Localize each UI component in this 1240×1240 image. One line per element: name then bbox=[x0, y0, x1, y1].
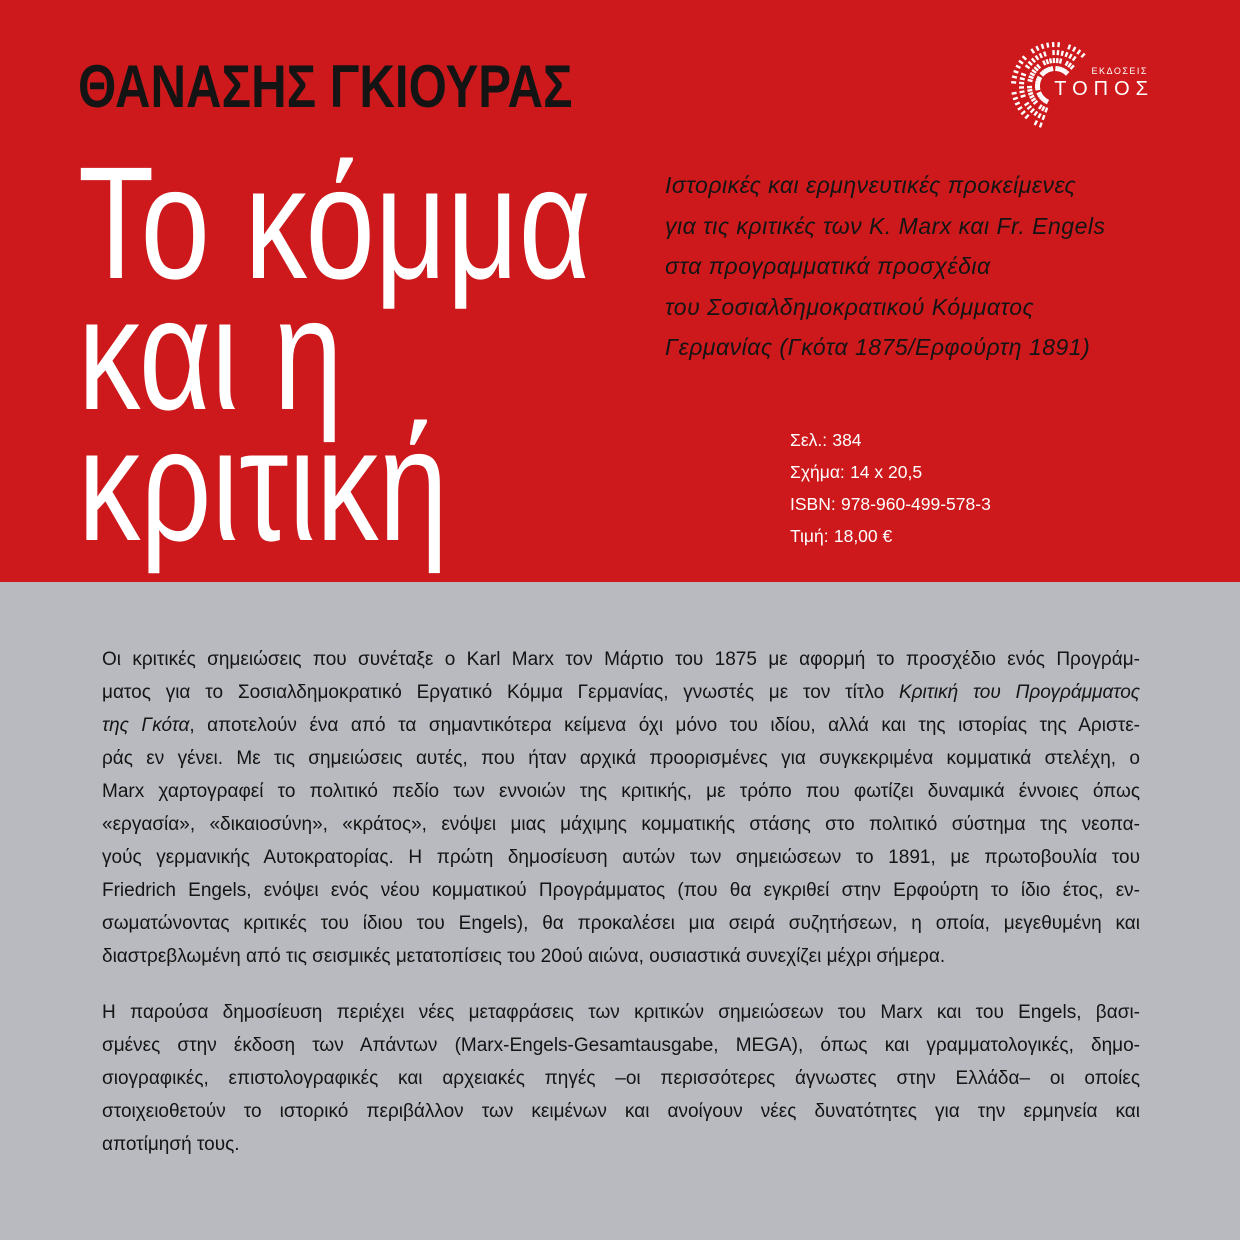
spec-value: 18,00 € bbox=[833, 526, 893, 546]
spec-value: 14 x 20,5 bbox=[850, 462, 923, 482]
description-line-text bbox=[102, 649, 1140, 670]
title-line: Το κόμμα bbox=[78, 133, 591, 312]
text-segment: ράς εν γένει. Με τις σημειώσεις αυτές, που ήταν αρχικά προορισμένες για συγκεκριμένα κομματικά στελέχη, ο bbox=[102, 748, 1140, 769]
description-line bbox=[102, 874, 1140, 907]
subtitle-line: του Σοσιαλδημοκρατικού Κόμματος bbox=[665, 293, 1035, 320]
subtitle-line: για τις κριτικές των K. Marx και Fr. Engels bbox=[665, 212, 1106, 239]
description-line-text bbox=[102, 814, 1140, 835]
description-line-text bbox=[102, 913, 1140, 934]
logo-ray bbox=[1039, 105, 1042, 109]
description-line bbox=[102, 1029, 1140, 1062]
logo-ray bbox=[1081, 54, 1084, 58]
author-name: ΘΑΝΑΣΗΣ ΓΚΙΟΥΡΑΣ bbox=[78, 53, 573, 120]
logo-ray bbox=[1060, 59, 1061, 64]
spec-value: 978-960-499-578-3 bbox=[840, 494, 991, 514]
logo-ray bbox=[1034, 101, 1038, 104]
logo-ray bbox=[1069, 54, 1071, 58]
description-line-text bbox=[102, 781, 1140, 802]
description-line bbox=[102, 1128, 1140, 1161]
description-line-text bbox=[102, 880, 1140, 901]
logo-ray bbox=[1020, 91, 1025, 92]
logo-ray bbox=[1036, 46, 1038, 51]
logo-ray bbox=[1032, 70, 1036, 73]
description-line bbox=[102, 709, 1140, 742]
text-segment: Friedrich Engels, ενόψει ενός νέου κομματικού Προγράμματος (που θα εγκριθεί στην Ερφούρτη το ίδιο έτος, εν- bbox=[102, 880, 1140, 901]
logo-ray bbox=[1040, 53, 1042, 58]
logo-ray bbox=[1021, 95, 1026, 97]
text-segment: , αποτελούν ένα από τα σημαντικότερα κείμενα όχι μόνο του ιδίου, αλλά και της ιστορίας της Αριστε- bbox=[189, 715, 1140, 736]
logo-ray bbox=[1012, 76, 1017, 77]
logo-ray bbox=[1071, 65, 1074, 69]
logo-ray bbox=[1073, 57, 1076, 61]
logo-ray bbox=[1047, 59, 1049, 64]
logo-ray bbox=[1035, 121, 1037, 125]
logo-ray bbox=[1032, 58, 1035, 62]
description-paragraph bbox=[102, 996, 1140, 1161]
title-line: κριτική bbox=[78, 395, 448, 574]
description-line bbox=[102, 676, 1140, 709]
logo-ray bbox=[1021, 74, 1026, 76]
text-segment: Marx χαρτογραφεί το πολιτικό πεδίο των εννοιών της κριτικής, με τρόπο που φωτίζει δυναμικά έννοιες όπως bbox=[102, 781, 1140, 802]
text-segment: γούς γερμανικής Αυτοκρατορίας. Η πρώτη δημοσίευση αυτών των σημειώσεων το 1891, με πρωτοβουλία του bbox=[102, 847, 1140, 868]
logo-ray bbox=[1068, 63, 1071, 67]
spec-row-pages bbox=[790, 424, 991, 456]
description-line-text bbox=[102, 1134, 240, 1155]
text-segment: Η παρούσα δημοσίευση περιέχει νέες μεταφράσεις των κριτικών σημειώσεων του Marx και του Engels, βασι- bbox=[102, 1002, 1140, 1023]
logo-ray bbox=[1026, 65, 1030, 68]
logo-ray bbox=[1027, 90, 1032, 91]
logo-ray bbox=[1043, 61, 1045, 66]
logo-ray bbox=[1044, 52, 1046, 57]
description-line bbox=[102, 643, 1140, 676]
description-line bbox=[102, 996, 1140, 1029]
logo-ray bbox=[1029, 76, 1034, 78]
logo-ray bbox=[1062, 51, 1063, 56]
logo-ray bbox=[1035, 82, 1040, 83]
logo-ray bbox=[1012, 93, 1017, 94]
description-line bbox=[102, 808, 1140, 841]
logo-ray bbox=[1049, 67, 1051, 72]
book-specs bbox=[790, 424, 991, 552]
description-line bbox=[102, 775, 1140, 808]
title-line: και η bbox=[78, 264, 343, 443]
description-line bbox=[102, 907, 1140, 940]
text-segment: σωματώνοντας κριτικές του ίδιου του Engels), θα προκαλέσει μια σειρά συζητήσεων, η οποία, μεγεθυμένη και bbox=[102, 913, 1140, 934]
spec-label: Σελ.: bbox=[790, 430, 828, 450]
description-line-text bbox=[102, 1101, 1140, 1122]
subtitle-line: στα προγραμματικά προσχέδια bbox=[665, 253, 991, 279]
logo-ray bbox=[1035, 89, 1040, 90]
logo-label-small: ΕΚΔΟΣΕΙΣ bbox=[1091, 66, 1148, 76]
emphasized-work-title: της Γκότα bbox=[102, 715, 190, 736]
text-segment: αποτίμησή τους. bbox=[102, 1134, 240, 1155]
description-line-text bbox=[102, 847, 1140, 868]
logo-ray bbox=[1014, 71, 1019, 73]
logo-ray bbox=[1021, 111, 1025, 114]
spec-label: Σχήμα: bbox=[790, 462, 845, 482]
logo-ray bbox=[1028, 62, 1032, 65]
logo-ray bbox=[1038, 114, 1040, 118]
logo-ray bbox=[1030, 73, 1034, 75]
text-segment: σιογραφικές, επιστολογραφικές και αρχειακές πηγές –οι περισσότερες άγνωστες στην Ελλάδα– οι οποίες bbox=[102, 1068, 1140, 1089]
logo-ray bbox=[1068, 45, 1070, 50]
logo-ray bbox=[1052, 66, 1053, 71]
logo-ray bbox=[1077, 50, 1080, 54]
description-line bbox=[102, 1095, 1140, 1128]
book-subtitle bbox=[665, 165, 1105, 368]
logo-ray bbox=[1025, 103, 1029, 106]
text-segment: διαστρεβλωμένη από τις σεισμικές μετατοπίσεις του 20ού αιώνα, ουσιαστικά συνεχίζει μέχρι σήμερα. bbox=[102, 946, 946, 967]
description-line-text bbox=[102, 1002, 1140, 1023]
spec-row-isbn bbox=[790, 488, 991, 520]
description-line-text bbox=[102, 682, 1140, 703]
logo-ray bbox=[1013, 98, 1018, 100]
spec-row-price bbox=[790, 520, 991, 552]
description-line-text bbox=[102, 715, 1140, 736]
logo-ray bbox=[1031, 109, 1034, 113]
logo-ray bbox=[1034, 67, 1038, 70]
logo-ray bbox=[1042, 44, 1044, 49]
logo-ray bbox=[1023, 56, 1027, 59]
logo-ray bbox=[1019, 61, 1023, 64]
book-title bbox=[78, 133, 591, 574]
logo-ray bbox=[1037, 65, 1040, 69]
logo-ray bbox=[1047, 43, 1048, 48]
text-segment: στοιχειοθετούν το ιστορικό περιβάλλον των κειμένων και ανοίγουν νέες δυνατότητες για την ερμηνεία και bbox=[102, 1101, 1140, 1122]
logo-ray bbox=[1020, 78, 1025, 79]
logo-ray bbox=[1030, 96, 1035, 98]
subtitle-line: Γερμανίας (Γκότα 1875/Ερφούρτη 1891) bbox=[665, 334, 1091, 360]
logo-ray bbox=[1027, 106, 1031, 109]
description-line bbox=[102, 1062, 1140, 1095]
logo-ray bbox=[1050, 58, 1051, 63]
logo-ray bbox=[1043, 115, 1045, 120]
description-line-text bbox=[102, 946, 945, 967]
emphasized-work-title: Κριτική του Προγράμματος bbox=[898, 682, 1141, 703]
logo-ray bbox=[1066, 61, 1068, 65]
logo-ray bbox=[1031, 49, 1034, 53]
logo-ray bbox=[1036, 56, 1039, 60]
text-segment: σμένες στην έκδοση των Απάντων (Marx-Engels-Gesamtausgabe, MEGA), όπως και γραμματολογικές, δημο- bbox=[102, 1035, 1140, 1056]
text-segment: «εργασία», «δικαιοσύνη», «κράτος», ενόψει μιας μάχιμης κομματικής στάσης στο πολιτικό σύστημα της νεοπα- bbox=[102, 814, 1140, 835]
logo-label-name: ΤΟΠΟΣ bbox=[1054, 78, 1154, 100]
description-line-text bbox=[102, 1068, 1140, 1089]
logo-ray bbox=[1015, 102, 1020, 104]
spec-value: 384 bbox=[832, 430, 862, 450]
description-line-text bbox=[102, 748, 1140, 769]
logo-ray bbox=[1028, 93, 1033, 95]
text-segment: Οι κριτικές σημειώσεις που συνέταξε ο Karl Marx τον Μάρτιο του 1875 με αφορμή το προσχέδιο ενός Προγράμ- bbox=[102, 649, 1140, 670]
logo-ray bbox=[1045, 108, 1047, 113]
description-line bbox=[102, 742, 1140, 775]
description-paragraph bbox=[102, 643, 1140, 973]
description-line bbox=[102, 940, 1140, 973]
logo-ray bbox=[1034, 111, 1037, 115]
logo-ray bbox=[1028, 80, 1033, 81]
logo-ray bbox=[1066, 52, 1068, 57]
logo-ray bbox=[1042, 106, 1044, 110]
description-line-text bbox=[102, 1035, 1140, 1056]
logo-ray bbox=[1018, 107, 1022, 110]
spec-label: Τιμή: bbox=[790, 526, 829, 546]
logo-ray bbox=[1073, 47, 1075, 51]
description-line bbox=[102, 841, 1140, 874]
logo-ray bbox=[1031, 98, 1035, 101]
spec-row-format bbox=[790, 456, 991, 488]
text-segment: ματος για το Σοσιαλδημοκρατικό Εργατικό Κόμμα Γερμανίας, γνωστές με τον τίτλο bbox=[102, 682, 899, 703]
logo-ray bbox=[1040, 123, 1042, 128]
spec-label: ISBN: bbox=[790, 494, 836, 514]
subtitle-line: Ιστορικές και ερμηνευτικές προκείμενες bbox=[665, 172, 1077, 198]
logo-ray bbox=[1058, 66, 1059, 71]
logo-ray bbox=[1016, 66, 1020, 68]
logo-ray bbox=[1025, 115, 1028, 119]
description bbox=[102, 643, 1140, 1184]
